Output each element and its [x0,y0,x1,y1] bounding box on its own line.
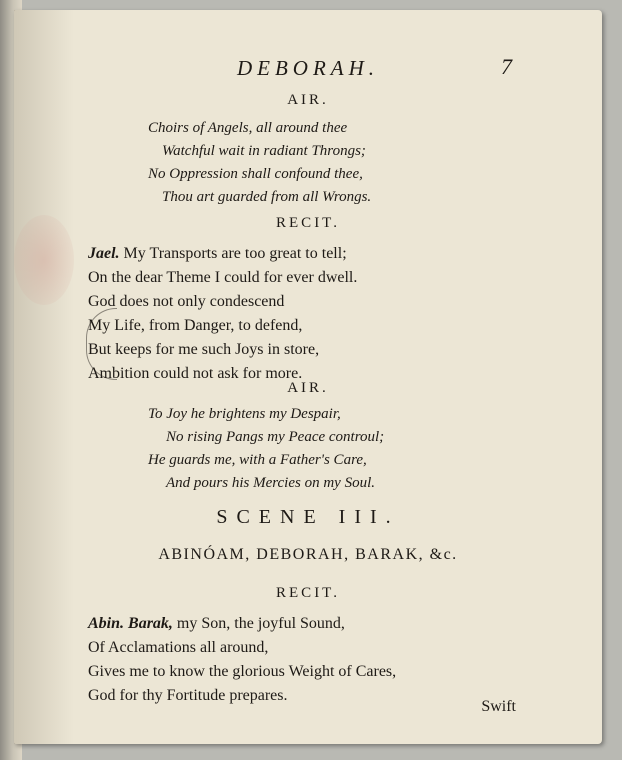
recit-line: my Son, the joyful Sound, [176,615,345,632]
recit-heading-2: RECIT. [276,585,340,601]
recit-line: But keeps for me such Joys in store, [88,341,320,358]
running-title: DEBORAH. [236,56,380,80]
verse-line: Thou art guarded from all Wrongs. [162,189,372,205]
recit-line: God for thy Fortitude prepares. [88,687,288,704]
air-heading-2: AIR. [287,380,329,396]
verse-line: No rising Pangs my Peace controul; [166,429,385,445]
verse-line: Watchful wait in radiant Throngs; [162,143,366,159]
scene-heading: SCENE III. [216,506,400,528]
verse-line: And pours his Mercies on my Soul. [166,475,376,491]
verse-line: To Joy he brightens my Despair, [148,406,341,422]
speaker-name: Jael. [88,245,120,262]
verse-line: No Oppression shall confound thee, [148,166,363,182]
air-verse-2 [148,403,384,495]
recit-line: On the dear Theme I could for ever dwell. [88,269,358,286]
page-number: 7 [501,54,512,79]
recit-line: God does not only condescend [88,293,285,310]
book-page [14,10,602,744]
air-verse-1 [148,117,371,209]
scene-characters: ABINÓAM, DEBORAH, BARAK, &c. [158,546,458,563]
catchword: Swift [481,698,516,715]
recit-line: My Life, from Danger, to defend, [88,317,303,334]
recit-text-1 [88,242,357,386]
recit-line: Gives me to know the glorious Weight of Cares, [88,663,397,680]
recit-line: Ambition could not ask for more. [88,365,303,382]
verse-line: Choirs of Angels, all around thee [148,120,348,136]
recit-line: My Transports are too great to tell; [123,245,347,262]
page-shadow [14,10,74,744]
recit-line: Of Acclamations all around, [88,639,269,656]
verse-line: He guards me, with a Father's Care, [148,452,367,468]
recit-heading-1: RECIT. [276,215,340,231]
air-heading-1: AIR. [287,92,329,108]
recit-text-2 [88,612,396,708]
speaker-name: Abin. Barak, [88,615,173,632]
